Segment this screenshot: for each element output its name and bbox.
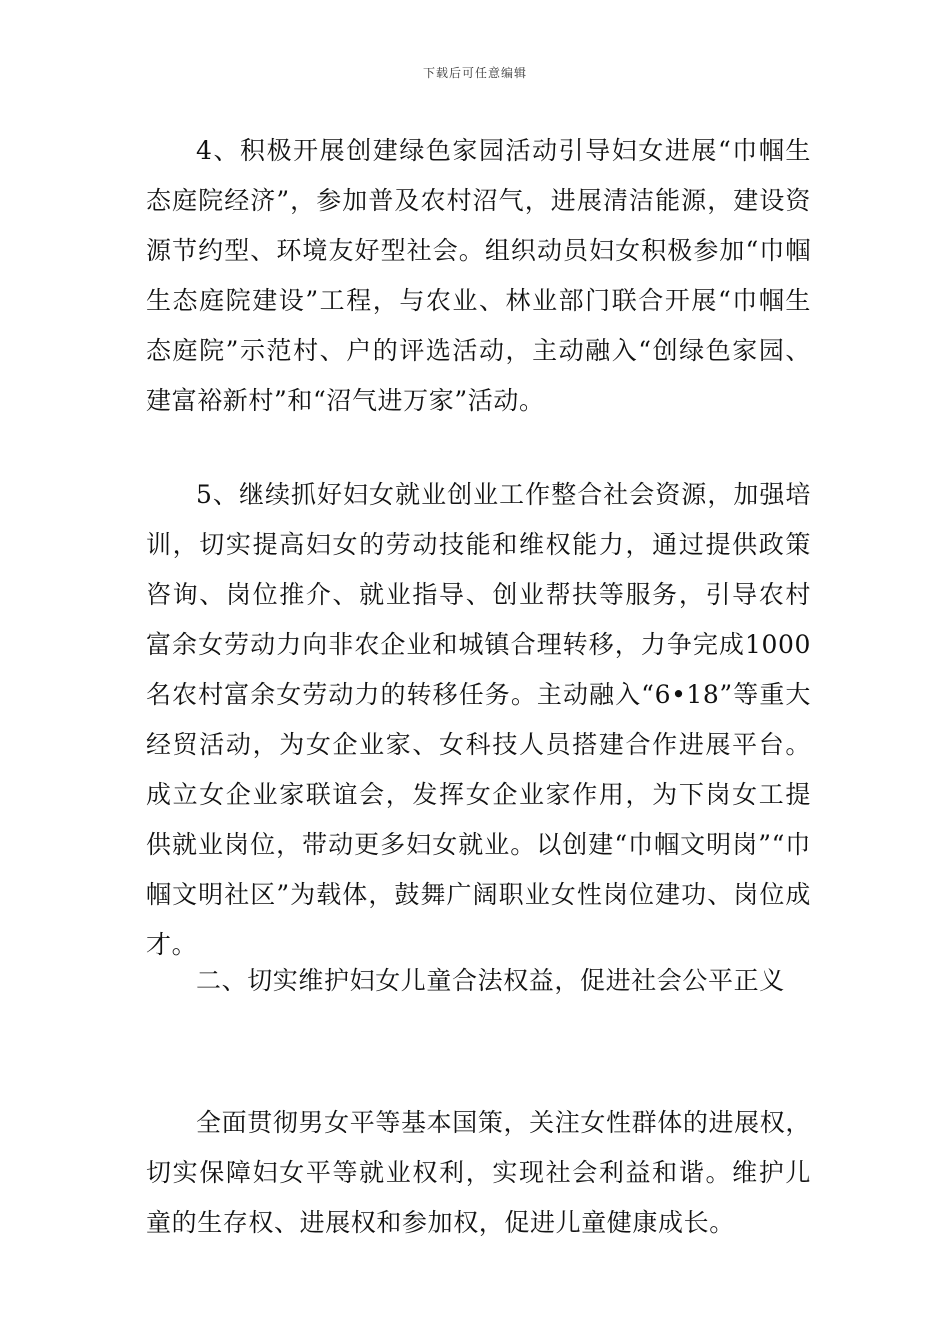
paragraph-section-2: 全面贯彻男女平等基本国策，关注女性群体的进展权，切实保障妇女平等就业权利，实现社会利益和谐。维护儿童的生存权、进展权和参加权，促进儿童健康成长。 [146, 1108, 811, 1237]
section-heading: 二、切实维护妇女儿童合法权益，促进社会公平正义 [196, 966, 785, 995]
paragraph-item-5: 5、继续抓好妇女就业创业工作整合社会资源，加强培训，切实提高妇女的劳动技能和维权能力，通过提供政策咨询、岗位推介、就业指导、创业帮扶等服务，引导农村富余女劳动力向非农企业和城镇合理转移，力争完成1000名农村富余女劳动力的转移任务。主动融入“6•18”等重大经贸活动，为女企业家、女科技人员搭建合作进展平台。成立女企业家联谊会，发挥女企业家作用，为下岗女工提供就业岗位，带动更多妇女就业。以创建“巾帼文明岗”“巾帼文明社区”为载体，鼓舞广阔职业女性岗位建功、岗位成才。 [146, 480, 811, 959]
header-note: 下载后可任意编辑 [422, 66, 527, 80]
paragraph-item-4: 4、积极开展创建绿色家园活动引导妇女进展“巾帼生态庭院经济”，参加普及农村沼气，进展清洁能源，建设资源节约型、环境友好型社会。组织动员妇女积极参加“巾帼生态庭院建设”工程，与农业、林业部门联合开展“巾帼生态庭院”示范村、户的评选活动，主动融入“创绿色家园、建富裕新村”和“沼气进万家”活动。 [146, 136, 811, 415]
